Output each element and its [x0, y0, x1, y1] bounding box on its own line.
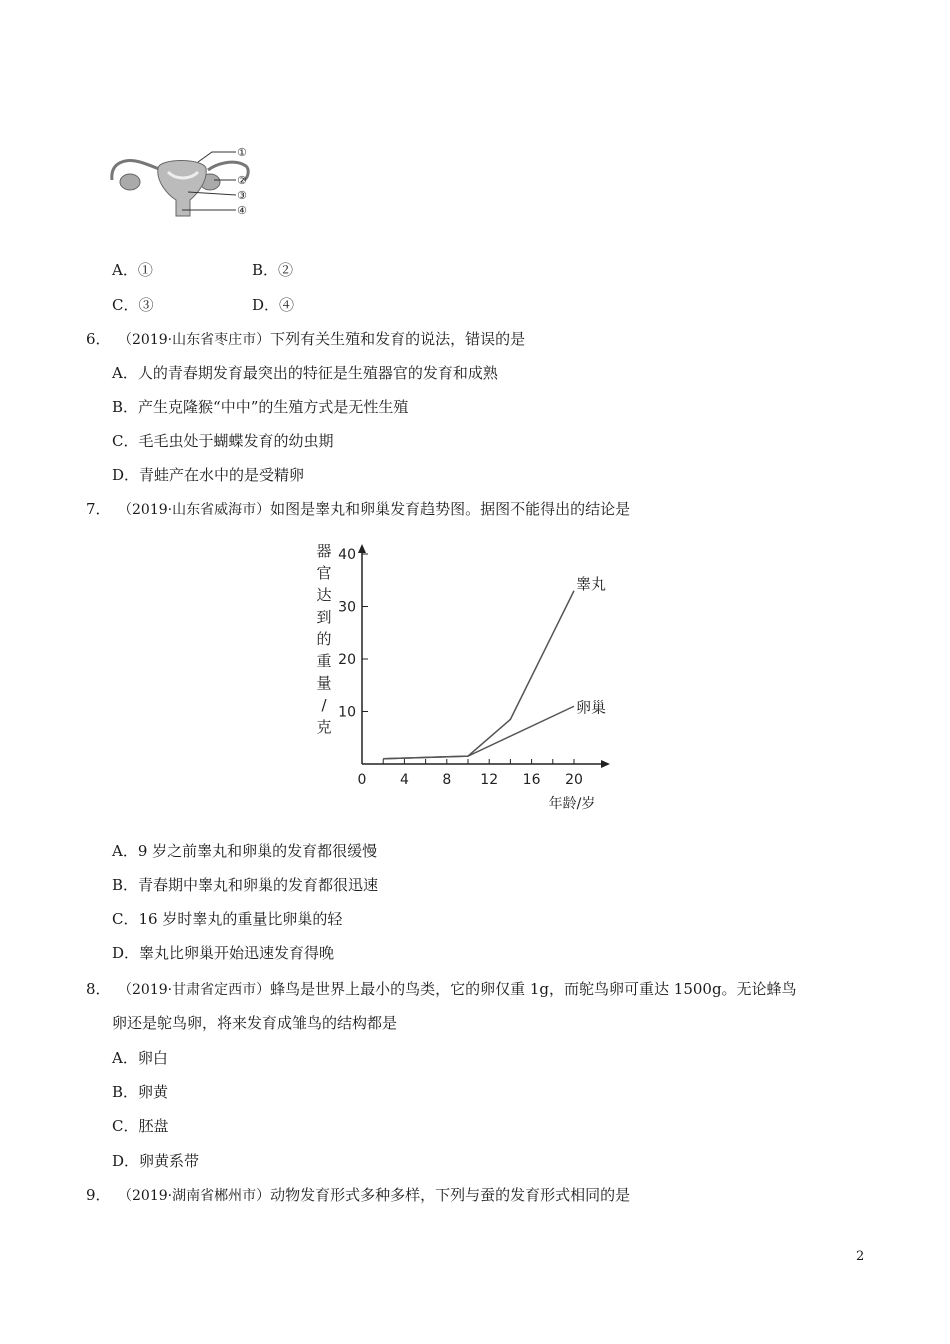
option-text: 卵白	[137, 1049, 168, 1067]
option-letter: C．	[112, 432, 139, 450]
series-label-2: 卵巢	[576, 698, 607, 717]
option-text: ④	[279, 296, 295, 314]
q9-source: （2019·湖南省郴州市）	[118, 1188, 271, 1204]
option-text: ①	[137, 261, 153, 279]
q7-option-a[interactable]	[112, 840, 377, 862]
y-axis-label-char: 的	[316, 630, 332, 648]
option-text: 16 岁时睾丸的重量比卵巢的轻	[138, 910, 343, 928]
option-text: 产生克隆猴“中中”的生殖方式是无性生殖	[138, 398, 409, 416]
x-axis-arrow	[601, 760, 610, 768]
y-axis-label-char: /	[321, 696, 327, 714]
option-letter: C．	[112, 910, 139, 928]
y-axis-label-char: 克	[316, 718, 332, 736]
option-text: 睾丸比卵巢开始迅速发育得晚	[139, 944, 335, 962]
figure-label-2: ②	[237, 174, 247, 187]
q8-option-b[interactable]	[112, 1081, 168, 1103]
page-number: 2	[856, 1249, 865, 1264]
option-text: 青蛙产在水中的是受精卵	[139, 466, 305, 484]
y-tick-label: 10	[338, 704, 356, 721]
option-letter: B．	[112, 398, 139, 416]
x-tick-label: 12	[480, 772, 499, 788]
uterus-anatomy-figure	[106, 140, 256, 222]
q9-stem	[118, 1184, 630, 1207]
y-axis-label-char: 器	[316, 542, 332, 560]
option-letter: D．	[252, 296, 280, 314]
y-axis-label	[316, 542, 331, 736]
q7-option-d[interactable]	[112, 942, 334, 964]
option-text: ③	[138, 296, 154, 314]
q7-option-c[interactable]	[112, 908, 342, 930]
q8-option-c[interactable]	[112, 1115, 169, 1137]
q5-option-b[interactable]	[252, 259, 293, 281]
option-text: 胚盘	[138, 1117, 169, 1135]
option-letter: B．	[112, 876, 139, 894]
y-tick-label: 40	[338, 547, 356, 563]
q8-option-d[interactable]	[112, 1150, 199, 1172]
q9-number: 9．	[86, 1186, 111, 1204]
x-tick-label: 8	[442, 772, 452, 788]
option-text: 9 岁之前睾丸和卵巢的发育都很缓慢	[137, 842, 378, 860]
q6-stem	[118, 328, 525, 351]
q9-stem-text: 动物发育形式多种多样，下列与蚕的发育形式相同的是	[270, 1186, 631, 1204]
q6-option-a[interactable]	[112, 362, 498, 384]
q5-option-a[interactable]	[112, 259, 153, 281]
figure-label-1: ①	[237, 146, 247, 159]
q7-source: （2019·山东省威海市）	[118, 502, 271, 518]
organ-weight-chart	[310, 538, 620, 816]
x-tick-label: 16	[522, 772, 541, 788]
series-line-2	[383, 706, 574, 759]
y-axis-label-char: 到	[316, 608, 332, 626]
figure-label-3: ③	[237, 189, 247, 202]
q6-source: （2019·山东省枣庄市）	[118, 332, 271, 348]
option-letter: D．	[112, 944, 140, 962]
option-letter: B．	[252, 261, 279, 279]
x-tick-label: 0	[357, 772, 367, 788]
q8-stem	[118, 978, 797, 1001]
q8-source: （2019·甘肃省定西市）	[118, 982, 271, 998]
option-text: 卵黄	[138, 1083, 169, 1101]
option-letter: C．	[112, 296, 139, 314]
figure-label-4: ④	[237, 204, 247, 217]
q7-stem	[118, 498, 630, 521]
q5-option-c[interactable]	[112, 294, 154, 316]
y-axis-arrow	[358, 544, 366, 553]
option-letter: A．	[112, 364, 138, 382]
q6-stem-text: 下列有关生殖和发育的说法，错误的是	[270, 330, 526, 348]
q7-option-b[interactable]	[112, 874, 378, 896]
option-text: 人的青春期发育最突出的特征是生殖器官的发育和成熟	[137, 364, 498, 382]
y-tick-label: 20	[338, 652, 356, 668]
series-line-1	[383, 591, 574, 759]
y-axis-label-char: 官	[316, 564, 332, 582]
q7-stem-text: 如图是睾丸和卵巢发育趋势图。据图不能得出的结论是	[270, 500, 631, 518]
y-axis-label-char: 重	[316, 652, 332, 670]
y-axis-label-char: 量	[316, 674, 332, 692]
option-text: 毛毛虫处于蝴蝶发育的幼虫期	[138, 432, 334, 450]
q8-stem-line2: 卵还是鸵鸟卵，将来发育成雏鸟的结构都是	[112, 1014, 398, 1032]
option-letter: B．	[112, 1083, 139, 1101]
series-label-1: 睾丸	[576, 574, 607, 593]
option-text: 青春期中睾丸和卵巢的发育都很迅速	[138, 876, 379, 894]
y-tick-label: 30	[338, 599, 356, 616]
option-letter: A．	[112, 842, 138, 860]
q5-option-d[interactable]	[252, 294, 294, 316]
q7-number: 7．	[86, 500, 111, 518]
q6-option-c[interactable]	[112, 430, 334, 452]
option-letter: A．	[112, 1049, 138, 1067]
y-axis-label-char: 达	[316, 586, 332, 604]
q8-stem-line1: 蜂鸟是世界上最小的鸟类，它的卵仅重 1g，而鸵鸟卵可重达 1500g。无论蜂鸟	[270, 980, 797, 998]
option-letter: C．	[112, 1117, 139, 1135]
x-tick-label: 4	[399, 772, 409, 788]
option-letter: A．	[112, 261, 138, 279]
option-letter: D．	[112, 466, 140, 484]
q6-number: 6．	[86, 330, 111, 348]
q6-option-b[interactable]	[112, 396, 408, 418]
x-tick-label: 20	[565, 772, 583, 788]
q8-number: 8．	[86, 980, 111, 998]
option-text: 卵黄系带	[139, 1152, 200, 1170]
x-axis-label: 年龄/岁	[548, 796, 596, 812]
option-text: ②	[278, 261, 294, 279]
q8-option-a[interactable]	[112, 1047, 168, 1069]
option-letter: D．	[112, 1152, 140, 1170]
q6-option-d[interactable]	[112, 464, 304, 486]
